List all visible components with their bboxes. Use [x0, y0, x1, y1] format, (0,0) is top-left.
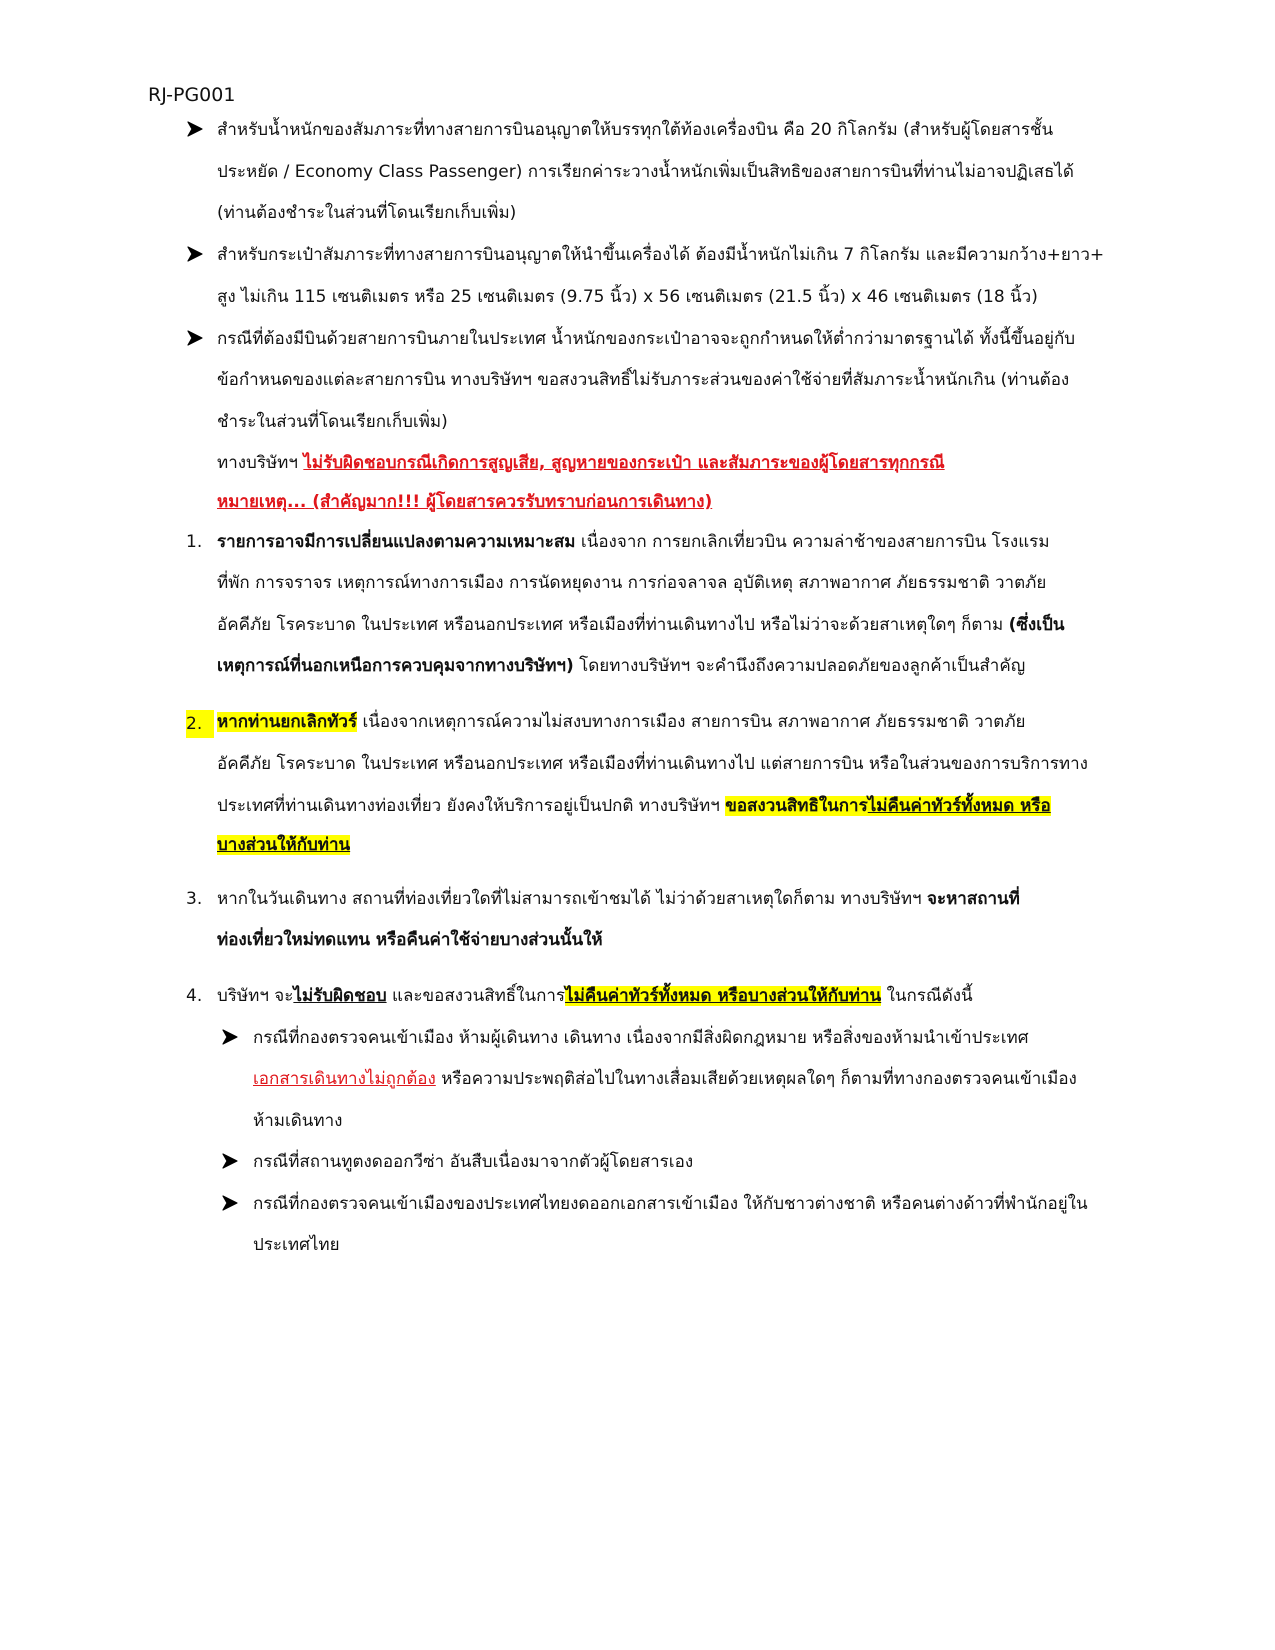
- item-4-bold: ไม่รับผิดชอบ: [293, 986, 387, 1006]
- arrow-bullet-icon: [187, 330, 203, 346]
- notice-lead: ทางบริษัทฯ: [217, 453, 304, 473]
- item-2-line-3-text: ประเทศที่ท่านเดินทางท่องเที่ยว ยังคงให้บริการอยู่เป็นปกติ ทางบริษัทฯ: [217, 796, 726, 816]
- item-4-line-1: [217, 984, 973, 1008]
- item-3-line-1: [217, 887, 1020, 911]
- item-4-text-3: ในกรณีดังนี้: [881, 986, 973, 1006]
- carry-on-line-1: สำหรับกระเป๋าสัมภาระที่ทางสายการบินอนุญาตให้นำขึ้นเครื่องได้ ต้องมีน้ำหนักไม่เกิน 7 กิโลกรัม และมีความกว้าง+ยาว+: [217, 245, 1105, 265]
- item-1-text: เนื่องจาก การยกเลิกเที่ยวบิน ความล่าช้าของสายการบิน โรงแรม: [575, 532, 1050, 552]
- item-3-bold: จะหาสถานที่: [927, 889, 1020, 909]
- item-4-sub-2-line-1: กรณีที่สถานทูตงดออกวีซ่า อันสืบเนื่องมาจากตัวผู้โดยสารเอง: [253, 1152, 694, 1172]
- arrow-bullet-icon: [187, 121, 203, 137]
- item-2-line-3-highlight-underline: ไม่คืนค่าทัวร์ทั้งหมด หรือ: [867, 796, 1051, 816]
- item-4-highlight: ไม่คืนค่าทัวร์ทั้งหมด หรือบางส่วนให้กับท่าน: [565, 986, 882, 1006]
- item-4-text-1: บริษัทฯ จะ: [217, 986, 294, 1006]
- carry-on-line-2: สูง ไม่เกิน 115 เซนติเมตร หรือ 25 เซนติเมตร (9.75 นิ้ว) x 56 เซนติเมตร (21.5 นิ้ว) x 46 เซนติเมตร (18 นิ้ว): [217, 287, 1038, 307]
- item-1-line-3-bold: (ซึ่งเป็น: [1008, 615, 1065, 635]
- arrow-bullet-icon: [222, 1195, 238, 1211]
- item-1-line-4-bold: เหตุการณ์ที่นอกเหนือการควบคุมจากทางบริษัทฯ): [217, 656, 574, 676]
- item-4-sub-1-red: เอกสารเดินทางไม่ถูกต้อง: [253, 1069, 436, 1089]
- item-4-text-2: และขอสงวนสิทธิ์ในการ: [386, 986, 566, 1006]
- item-4-sub-1-line-1: กรณีที่กองตรวจคนเข้าเมือง ห้ามผู้เดินทาง เดินทาง เนื่องจากมีสิ่งผิดกฎหมาย หรือสิ่งของห้ามนำเข้าประเทศ: [253, 1028, 1029, 1048]
- item-1-heading: รายการอาจมีการเปลี่ยนแปลงตามความเหมาะสม: [217, 532, 576, 552]
- arrow-bullet-icon: [222, 1029, 238, 1045]
- item-1-line-4: [217, 654, 1025, 678]
- notice-red-text: ไม่รับผิดชอบกรณีเกิดการสูญเสีย, สูญหายของกระเป๋า และสัมภาระของผู้โดยสารทุกกรณี: [303, 453, 945, 473]
- item-4-number: 4.: [186, 986, 203, 1006]
- item-1-line-2: ที่พัก การจราจร เหตุการณ์ทางการเมือง การนัดหยุดงาน การก่อจลาจล อุบัติเหตุ สภาพอากาศ ภัยธรรมชาติ วาตภัย: [217, 573, 1047, 593]
- baggage-hold-line-3: (ท่านต้องชำระในส่วนที่โดนเรียกเก็บเพิ่ม): [217, 203, 517, 223]
- item-2-line-3-highlight: ขอสงวนสิทธิในการ: [725, 796, 868, 816]
- item-4-sub-1-line-2: [253, 1067, 1077, 1091]
- item-2-line-4-highlight: บางส่วนให้กับท่าน: [217, 835, 351, 855]
- domestic-flight-line-1: กรณีที่ต้องมีบินด้วยสายการบินภายในประเทศ น้ำหนักของกระเป๋าอาจจะถูกกำหนดให้ต่ำกว่ามาตรฐานได้ ทั้งนี้ขึ้นอยู่กับ: [217, 329, 1076, 349]
- item-2-text: เนื่องจากเหตุการณ์ความไม่สงบทางการเมือง สายการบิน สภาพอากาศ ภัยธรรมชาติ วาตภัย: [357, 712, 1026, 732]
- item-2-number: 2.: [186, 710, 214, 738]
- liability-notice-line-2: หมายเหตุ... (สำคัญมาก!!! ผู้โดยสารควรรับทราบก่อนการเดินทาง): [217, 492, 713, 512]
- item-1-line-3: [217, 613, 1064, 637]
- item-1-line-4-text: โดยทางบริษัทฯ จะคำนึงถึงความปลอดภัยของลูกค้าเป็นสำคัญ: [573, 656, 1026, 676]
- item-4-sub-1-line-3: ห้ามเดินทาง: [253, 1111, 343, 1131]
- liability-notice-line-1: [217, 451, 945, 475]
- item-2-line-2: อัคคีภัย โรคระบาด ในประเทศ หรือนอกประเทศ หรือเมืองที่ท่านเดินทางไป แต่สายการบิน หรือในส่วนของการบริการทาง: [217, 754, 1088, 774]
- baggage-hold-line-1: สำหรับน้ำหนักของสัมภาระที่ทางสายการบินอนุญาตให้บรรทุกใต้ท้องเครื่องบิน คือ 20 กิโลกรัม (สำหรับผู้โดยสารชั้น: [217, 120, 1054, 140]
- item-2-line-3: [217, 794, 1051, 818]
- domestic-flight-line-2: ข้อกำหนดของแต่ละสายการบิน ทางบริษัทฯ ขอสงวนสิทธิ์ไม่รับภาระส่วนของค่าใช้จ่ายที่สัมภาระน้ำหนักเกิน (ท่านต้อง: [217, 370, 1070, 390]
- item-4-sub-3-line-2: ประเทศไทย: [253, 1235, 340, 1255]
- item-2-heading: หากท่านยกเลิกทัวร์: [217, 712, 358, 732]
- item-1-number: 1.: [186, 532, 203, 552]
- arrow-bullet-icon: [187, 246, 203, 262]
- item-4-sub-3-line-1: กรณีที่กองตรวจคนเข้าเมืองของประเทศไทยงดออกเอกสารเข้าเมือง ให้กับชาวต่างชาติ หรือคนต่างด้าวที่พำนักอยู่ใน: [253, 1194, 1088, 1214]
- item-4-sub-1-text: หรือความประพฤติส่อไปในทางเสื่อมเสียด้วยเหตุผลใดๆ ก็ตามที่ทางกองตรวจคนเข้าเมือง: [435, 1069, 1077, 1089]
- domestic-flight-line-3: ชำระในส่วนที่โดนเรียกเก็บเพิ่ม): [217, 412, 448, 432]
- item-3-text: หากในวันเดินทาง สถานที่ท่องเที่ยวใดที่ไม่สามารถเข้าชมได้ ไม่ว่าด้วยสาเหตุใดก็ตาม ทางบริษัทฯ: [217, 889, 927, 909]
- item-3-number: 3.: [186, 889, 203, 909]
- item-1-line-1: [217, 530, 1050, 554]
- baggage-hold-line-2: ประหยัด / Economy Class Passenger) การเรียกค่าระวางน้ำหนักเพิ่มเป็นสิทธิของสายการบินที่ท่านไม่อาจปฏิเสธได้: [217, 162, 1074, 182]
- item-1-line-3-text: อัคคีภัย โรคระบาด ในประเทศ หรือนอกประเทศ หรือเมืองที่ท่านเดินทางไป หรือไม่ว่าจะด้วยสาเหตุใดๆ ก็ตาม: [217, 615, 1009, 635]
- document-code: RJ-PG001: [148, 84, 236, 106]
- item-2-line-1: [217, 710, 1026, 734]
- item-3-line-2: ท่องเที่ยวใหม่ทดแทน หรือคืนค่าใช้จ่ายบางส่วนนั้นให้: [217, 930, 603, 950]
- arrow-bullet-icon: [222, 1153, 238, 1169]
- item-2-line-4: [217, 833, 350, 857]
